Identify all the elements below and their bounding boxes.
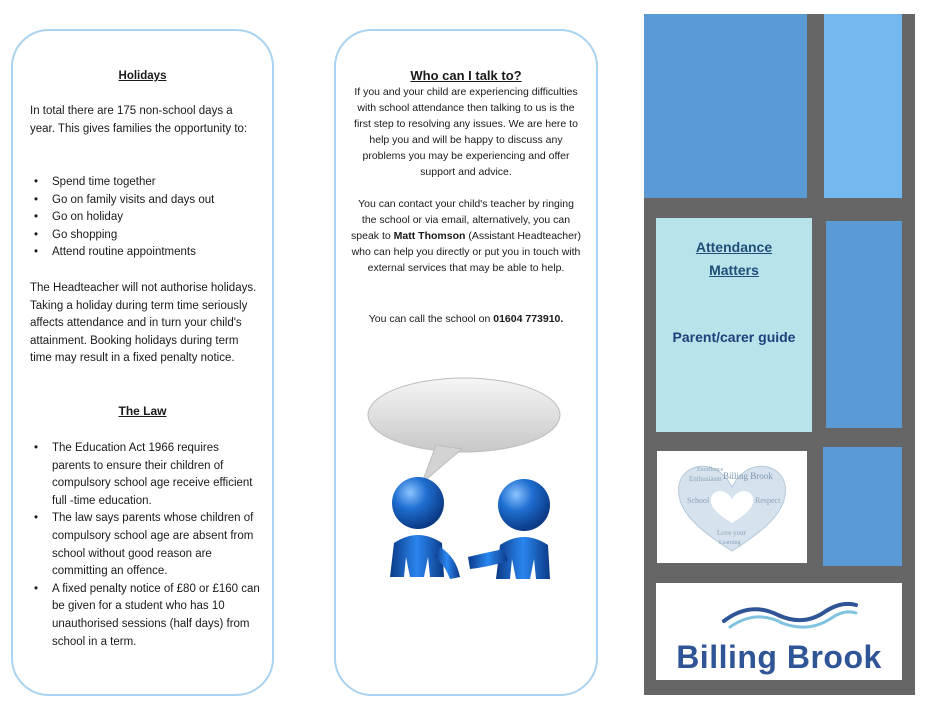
heart-word-cloud-box	[657, 451, 807, 563]
holiday-list-item: • Go shopping	[32, 227, 258, 245]
svg-text:Love your: Love your	[717, 529, 746, 537]
wave-logo-icon	[720, 597, 860, 633]
svg-text:Billing Brook: Billing Brook	[723, 471, 773, 481]
title-line-1: Attendance	[695, 239, 773, 255]
decor-block-mid-right	[826, 221, 902, 428]
holiday-list-item: • Spend time together	[32, 174, 258, 192]
title-box	[656, 218, 812, 432]
contact-panel	[334, 29, 598, 696]
contact-text-end: (Assistant Headteacher) who can help you directly or put you in touch with external services that may be able to help.	[351, 230, 581, 274]
phone-number: 01604 773910.	[493, 313, 564, 325]
holiday-activities-list	[32, 174, 258, 262]
holidays-intro: In total there are 175 non-school days a year. This gives families the opportunity to:	[30, 105, 248, 135]
svg-text:School: School	[687, 496, 710, 505]
talking-figures-illustration	[364, 371, 584, 591]
holidays-policy: The Headteacher will not authorise holidays. Taking a holiday during term time seriously affects attendance and in turn your child's attainment. Booking holidays during term time may result in a fixed penalty notice.	[30, 282, 257, 365]
svg-text:Respect: Respect	[755, 496, 781, 505]
law-list-item: • The law says parents whose children of compulsory school age are absent from school without good reason are committing an offence.	[32, 510, 260, 580]
call-line	[350, 311, 582, 327]
decor-block-low-right	[823, 447, 902, 566]
holiday-list-item: • Go on family visits and days out	[32, 192, 258, 210]
law-list	[32, 440, 260, 651]
heart-word-cloud-icon	[657, 451, 807, 563]
svg-text:Learning: Learning	[719, 540, 741, 546]
decor-block-top-left	[644, 14, 807, 198]
svg-text:Enthusiasm: Enthusiasm	[689, 475, 722, 483]
decor-block-top-right	[824, 14, 902, 198]
law-list-item: • The Education Act 1966 requires parents to ensure their children of compulsory school age receive efficient full -time education.	[32, 440, 260, 510]
holiday-list-item: • Attend routine appointments	[32, 244, 258, 262]
holiday-list-item: • Go on holiday	[32, 209, 258, 227]
contact-text-start: You can contact your child's teacher by ringing the school or via email, alternatively, you can speak to	[351, 198, 574, 242]
who-talk-heading: Who can I talk to?	[410, 68, 522, 83]
law-list-item: • A fixed penalty notice of £80 or £160 can be given for a student who has 10 unauthorised sessions (half days) from school in a term.	[32, 581, 260, 651]
svg-text:Excellence: Excellence	[697, 467, 724, 473]
contact-name: Matt Thomson	[393, 230, 466, 242]
school-logo	[656, 583, 902, 680]
speech-bubble-icon	[368, 378, 560, 483]
support-paragraph: If you and your child are experiencing difficulties with school attendance then talking to us is the first step to resolving any issues. We are here to help you and will be happy to discuss any problems you may be experiencing and offer support and advice.	[354, 86, 578, 178]
law-heading: The Law	[118, 404, 167, 418]
person-left-icon	[390, 477, 460, 579]
person-right-icon	[468, 479, 550, 579]
holidays-heading: Holidays	[118, 70, 167, 82]
call-text: You can call the school on	[368, 313, 494, 325]
holidays-law-panel	[11, 29, 274, 696]
logo-text: Billing Brook	[676, 639, 882, 675]
contact-paragraph	[350, 196, 582, 276]
title-line-2: Matters	[709, 262, 759, 278]
guide-subtitle: Parent/carer guide	[672, 329, 796, 345]
